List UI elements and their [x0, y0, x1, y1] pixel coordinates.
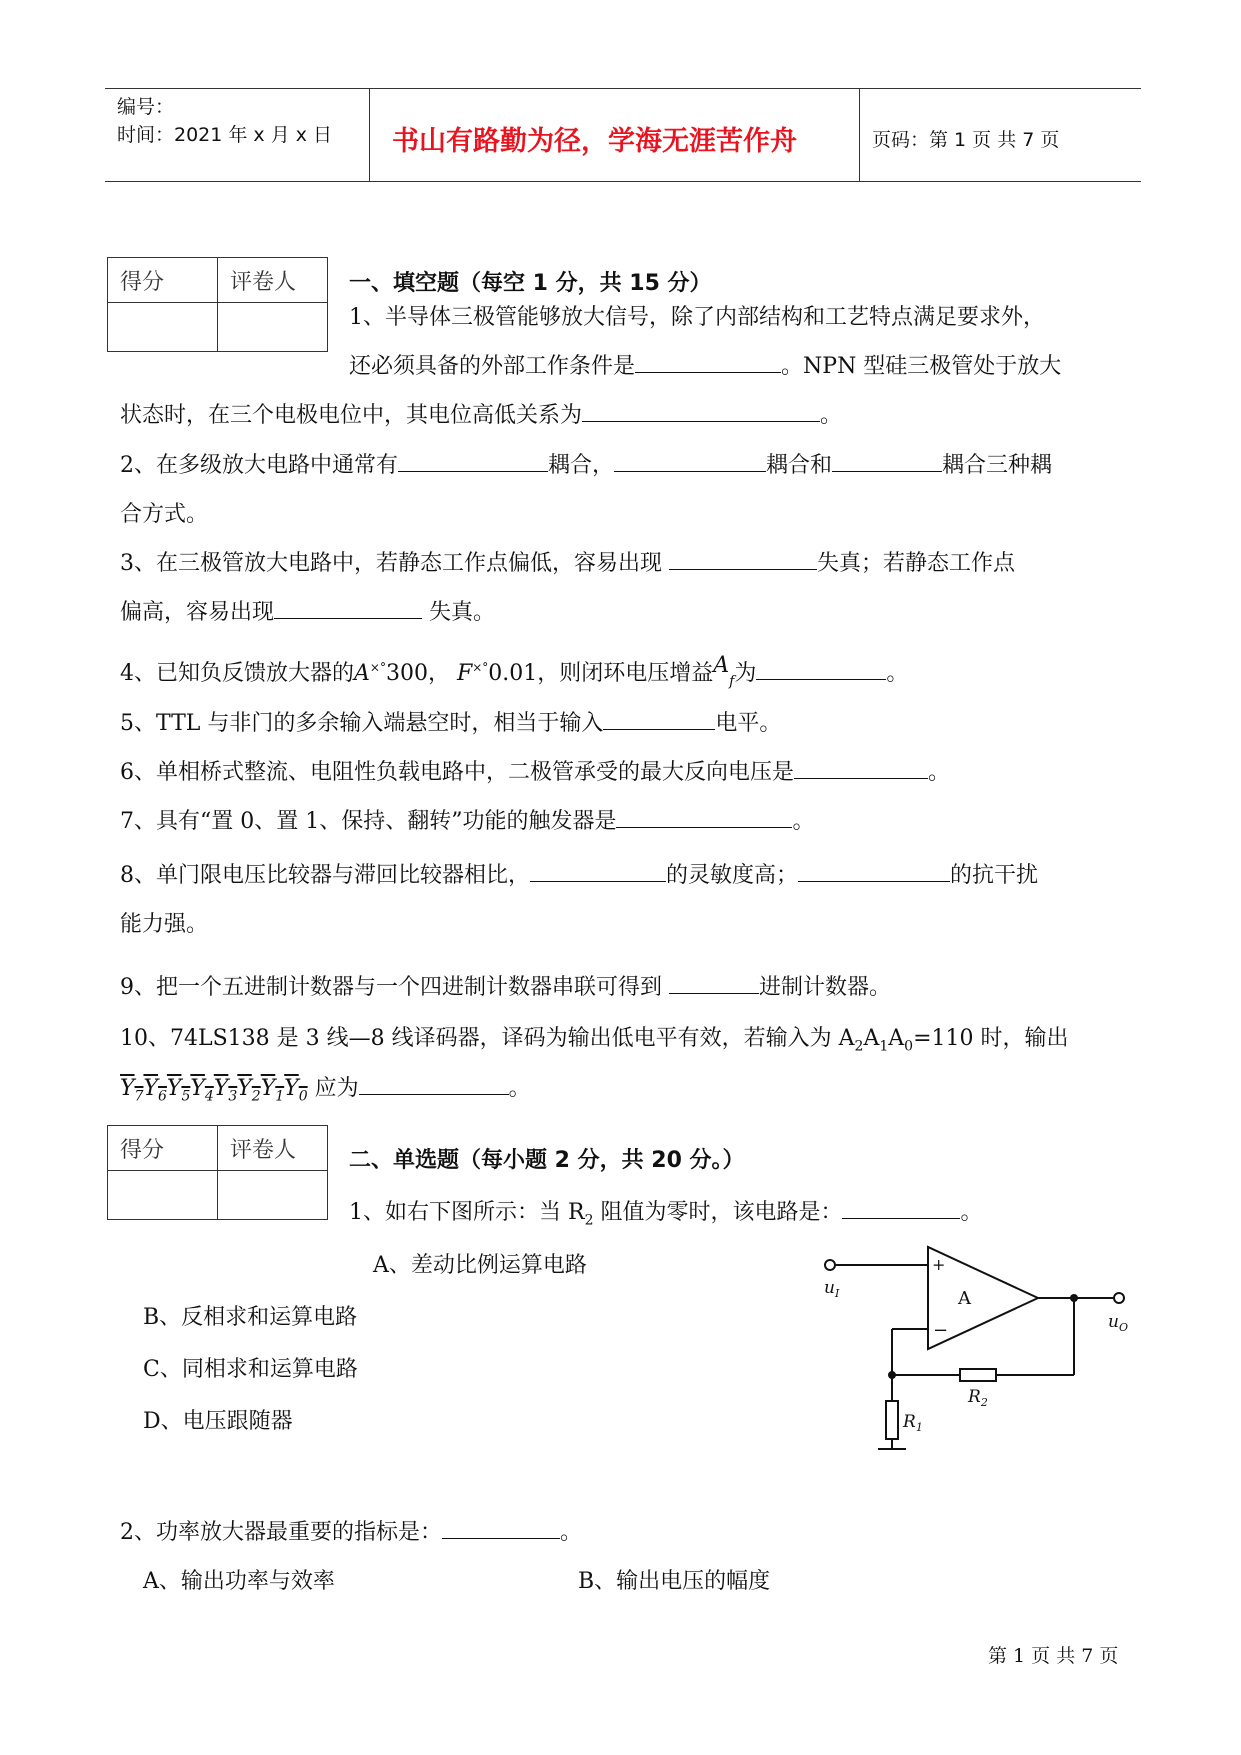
- q5: 5、TTL 与非门的多余输入端悬空时，相当于输入 电平。: [120, 706, 781, 737]
- answer-blank[interactable]: [442, 1516, 560, 1539]
- q6: 6、单相桥式整流、电阻性负载电路中，二极管承受的最大反向电压是 。: [120, 755, 950, 786]
- score-table-1: [107, 257, 328, 352]
- grader-header: 评卷人: [218, 1126, 328, 1171]
- amp-label: A: [958, 1288, 971, 1309]
- q1-line3: 状态时，在三个电极电位中，其电位高低关系为 。: [120, 398, 842, 429]
- score-table-2: [107, 1125, 328, 1220]
- score-cell: [108, 303, 218, 352]
- answer-blank[interactable]: [614, 449, 766, 472]
- answer-blank[interactable]: [635, 350, 781, 373]
- answer-blank[interactable]: [794, 756, 928, 779]
- serial-label: 编号：: [117, 96, 175, 118]
- time-label: 时间：2021 年 x 月 x 日: [117, 124, 333, 146]
- resistor-r1: [886, 1401, 898, 1439]
- output-terminal: [1114, 1293, 1124, 1303]
- score-cell: [108, 1171, 218, 1220]
- input-label: $u_I$: [824, 1278, 840, 1300]
- grader-cell: [218, 303, 328, 352]
- page-info: 页码：第 1 页 共 7 页: [872, 129, 1060, 151]
- s2-q1-option-b[interactable]: B、反相求和运算电路: [143, 1305, 358, 1330]
- motto: 书山有路勤为径，学海无涯苦作舟: [392, 126, 797, 157]
- header-divider-right: [859, 88, 860, 182]
- q10-line2: $Y_7Y_6Y_5Y_4Y_3Y_2Y_1Y_0$ 应为 。: [120, 1071, 531, 1104]
- q10-line1: 10、74LS138 是 3 线—8 线译码器，译码为输出低电平有效，若输入为 $A_2A_1A_0=110$ 时，输出: [120, 1026, 1069, 1055]
- answer-blank[interactable]: [530, 859, 666, 882]
- resistor-r2: [960, 1369, 996, 1381]
- answer-blank[interactable]: [669, 547, 817, 570]
- grader-header: 评卷人: [218, 258, 328, 303]
- q8-line2: 能力强。: [120, 912, 209, 937]
- grader-cell: [218, 1171, 328, 1220]
- r1-label: $R_1$: [903, 1412, 923, 1434]
- q7: 7、具有“置 0、置 1、保持、翻转”功能的触发器是 。: [120, 804, 815, 835]
- q3-line2: 偏高，容易出现 失真。: [120, 595, 495, 626]
- q8-line1: 8、单门限电压比较器与滞回比较器相比， 的灵敏度高； 的抗干扰: [120, 858, 1038, 889]
- input-terminal: [825, 1260, 835, 1270]
- answer-blank[interactable]: [669, 971, 759, 994]
- minus-label: −: [933, 1320, 949, 1341]
- section1-title: 一、填空题（每空 1 分，共 15 分）: [349, 271, 712, 296]
- score-header: 得分: [108, 258, 218, 303]
- page-footer: 第 1 页 共 7 页: [988, 1645, 1119, 1667]
- answer-blank[interactable]: [756, 657, 886, 680]
- q1-line1: 1、半导体三极管能够放大信号，除了内部结构和工艺特点满足要求外，: [349, 305, 1045, 330]
- s2-q1-option-a[interactable]: A、差动比例运算电路: [373, 1253, 587, 1278]
- answer-blank[interactable]: [359, 1072, 509, 1095]
- q2-line2: 合方式。: [120, 502, 209, 527]
- s2-q1: 1、如右下图所示：当 $R_2$ 阻值为零时，该电路是： 。: [349, 1195, 983, 1228]
- plus-label: +: [932, 1255, 946, 1274]
- answer-blank[interactable]: [616, 805, 792, 828]
- s2-q2-option-a[interactable]: A、输出功率与效率: [143, 1569, 335, 1594]
- q2-line1: 2、在多级放大电路中通常有 耦合， 耦合和 耦合三种耦: [120, 448, 1052, 479]
- score-header: 得分: [108, 1126, 218, 1171]
- output-label: $u_O$: [1108, 1312, 1128, 1334]
- q3-line1: 3、在三极管放大电路中，若静态工作点偏低，容易出现 失真；若静态工作点: [120, 546, 1015, 577]
- answer-blank[interactable]: [798, 859, 950, 882]
- answer-blank[interactable]: [274, 596, 422, 619]
- section2-title: 二、单选题（每小题 2 分，共 20 分。）: [349, 1148, 745, 1173]
- answer-blank[interactable]: [603, 707, 715, 730]
- output-bar-expression: $Y_7Y_6Y_5Y_4Y_3Y_2Y_1Y_0$: [120, 1076, 308, 1105]
- header-bottom-rule: [105, 181, 1141, 182]
- s2-q1-option-c[interactable]: C、同相求和运算电路: [143, 1357, 358, 1382]
- s2-q2-option-b[interactable]: B、输出电压的幅度: [578, 1569, 771, 1594]
- q4: 4、已知负反馈放大器的A×°300， F×°0.01，则闭环电压增益$A_f$为 。: [120, 653, 909, 690]
- q1-line2: 还必须具备的外部工作条件是 。NPN 型硅三极管处于放大: [349, 349, 1061, 380]
- header-top-rule: [105, 88, 1141, 89]
- q9: 9、把一个五进制计数器与一个四进制计数器串联可得到 进制计数器。: [120, 970, 891, 1001]
- answer-blank[interactable]: [842, 1196, 960, 1219]
- header-divider-left: [369, 88, 370, 182]
- s2-q2: 2、功率放大器最重要的指标是： 。: [120, 1515, 582, 1546]
- answer-blank[interactable]: [832, 449, 942, 472]
- s2-q1-option-d[interactable]: D、电压跟随器: [143, 1409, 293, 1434]
- r2-label: $R_2$: [968, 1387, 988, 1409]
- answer-blank[interactable]: [398, 449, 548, 472]
- op-amp-circuit: [810, 1235, 1140, 1465]
- answer-blank[interactable]: [582, 399, 820, 422]
